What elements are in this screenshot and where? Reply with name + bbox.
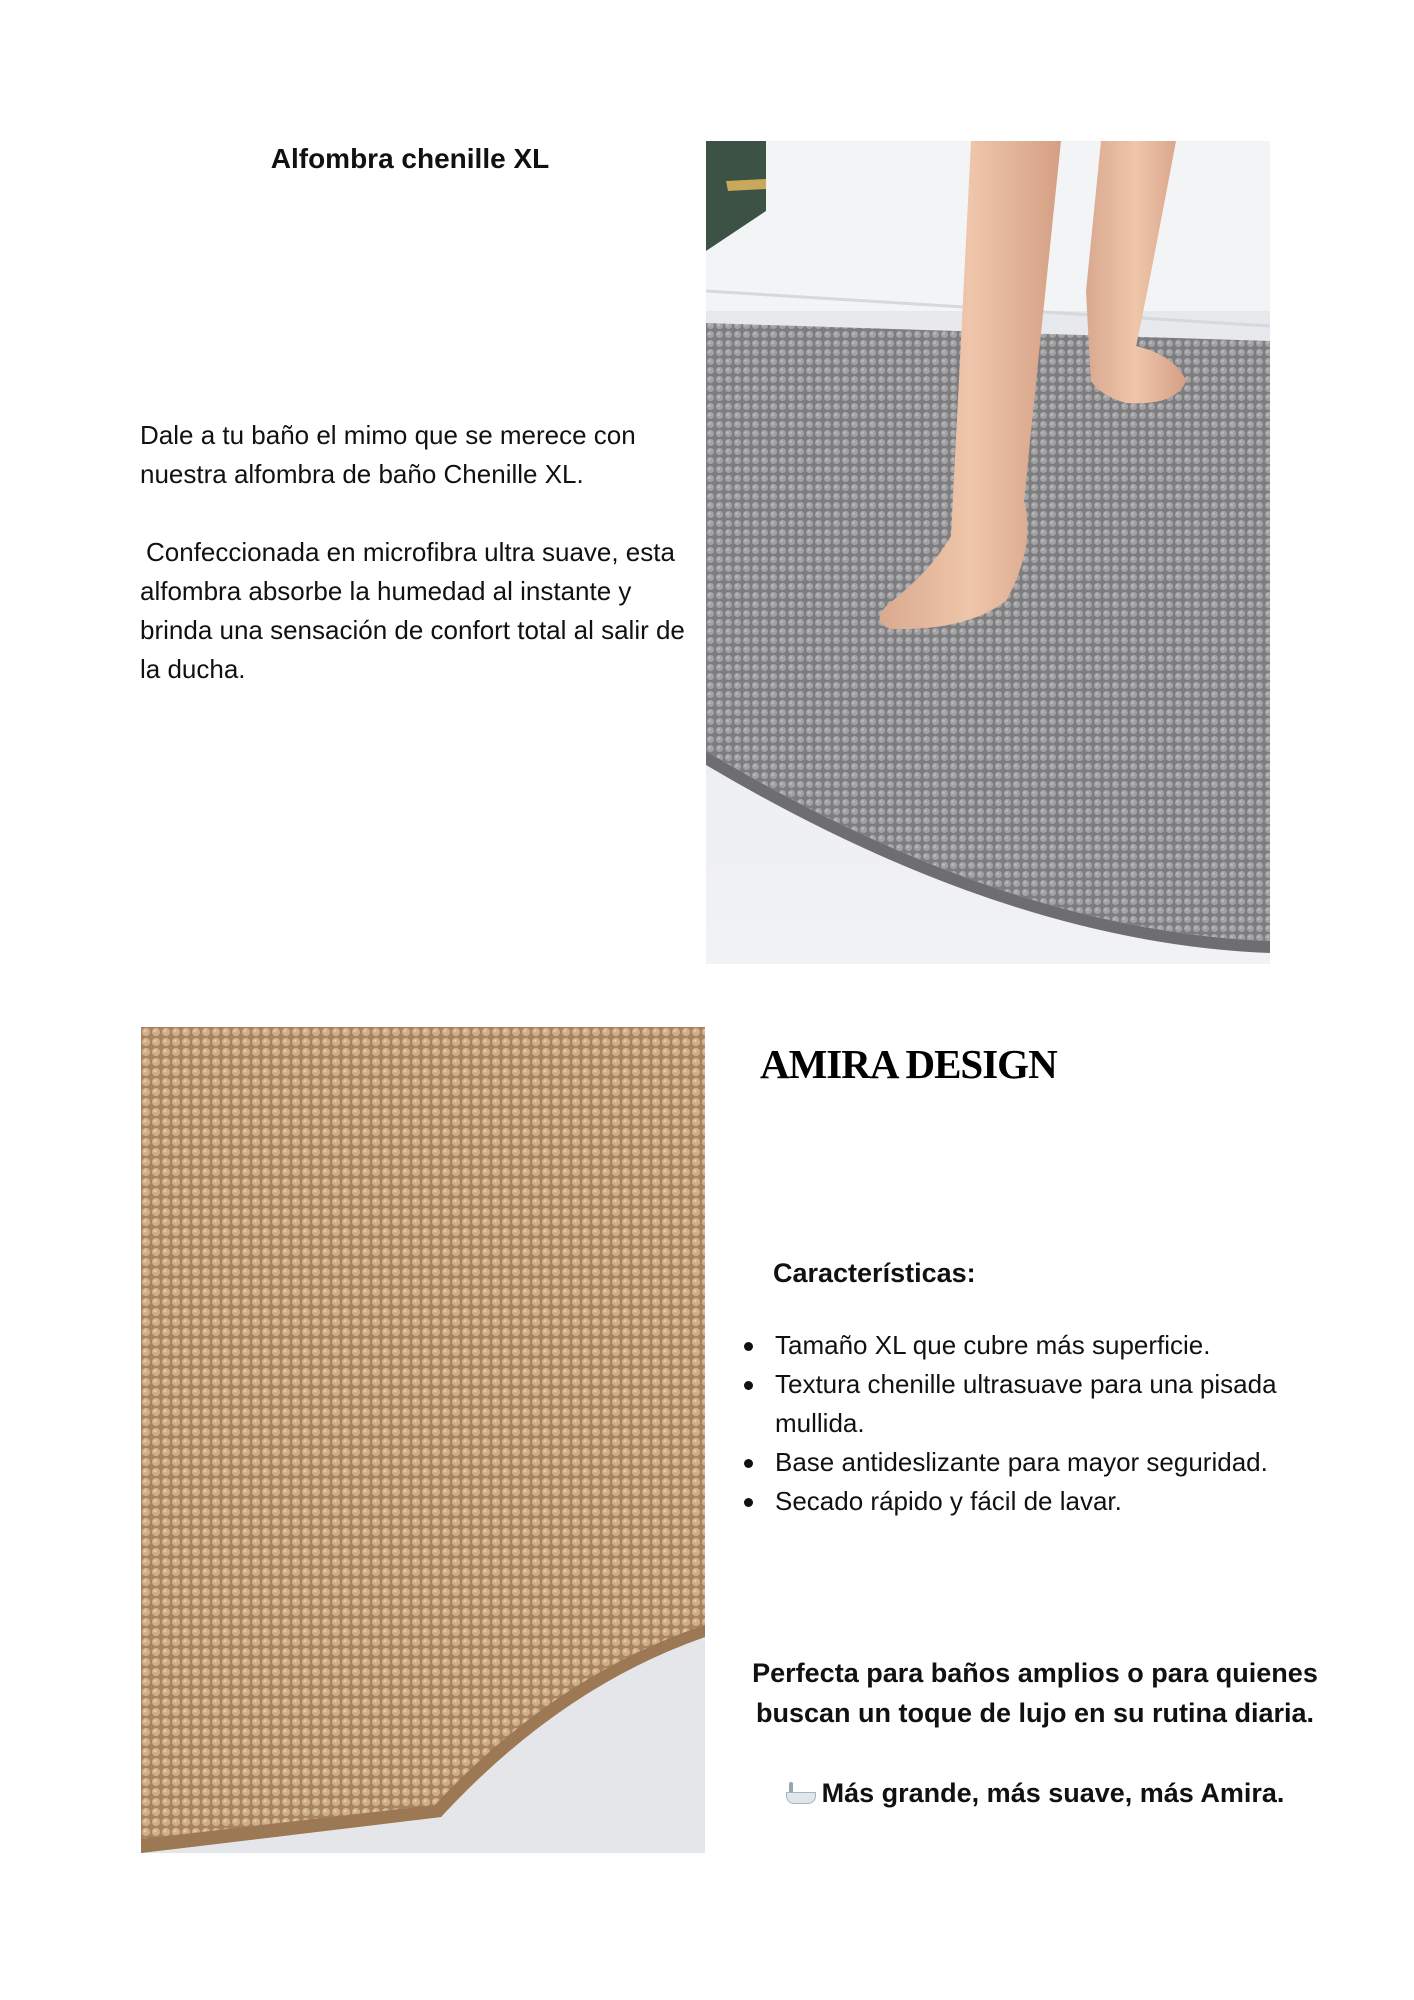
description-paragraph-2: Confeccionada en microfibra ultra suave, esta alfombra absorbe la humedad al instante y brinda una sensación de confort total al salir de la ducha. <box>140 537 685 684</box>
tagline-row <box>745 1773 1325 1813</box>
closing-section <box>745 1653 1325 1813</box>
brand-name: AMIRA DESIGN <box>760 1041 1057 1087</box>
feature-item: Tamaño XL que cubre más superficie. <box>742 1326 1322 1365</box>
feature-item: Base antideslizante para mayor seguridad. <box>742 1443 1322 1482</box>
feature-item: Secado rápido y fácil de lavar. <box>742 1482 1322 1521</box>
description-paragraph-1: Dale a tu baño el mimo que se merece con nuestra alfombra de baño Chenille XL. <box>140 420 636 489</box>
feature-item: Textura chenille ultrasuave para una pisada mullida. <box>742 1365 1322 1443</box>
beige-bath-mat-closeup-photo <box>141 1027 705 1853</box>
product-title: Alfombra chenille XL <box>270 143 550 174</box>
bathtub-icon <box>786 1782 816 1804</box>
tagline: Más grande, más suave, más Amira. <box>821 1778 1285 1808</box>
features-list <box>742 1326 1322 1521</box>
closing-statement: Perfecta para baños amplios o para quienes buscan un toque de lujo en su rutina diaria. <box>752 1658 1318 1728</box>
product-description <box>140 416 700 689</box>
gray-bath-mat-photo <box>706 141 1270 964</box>
features-heading: Características: <box>773 1258 976 1288</box>
